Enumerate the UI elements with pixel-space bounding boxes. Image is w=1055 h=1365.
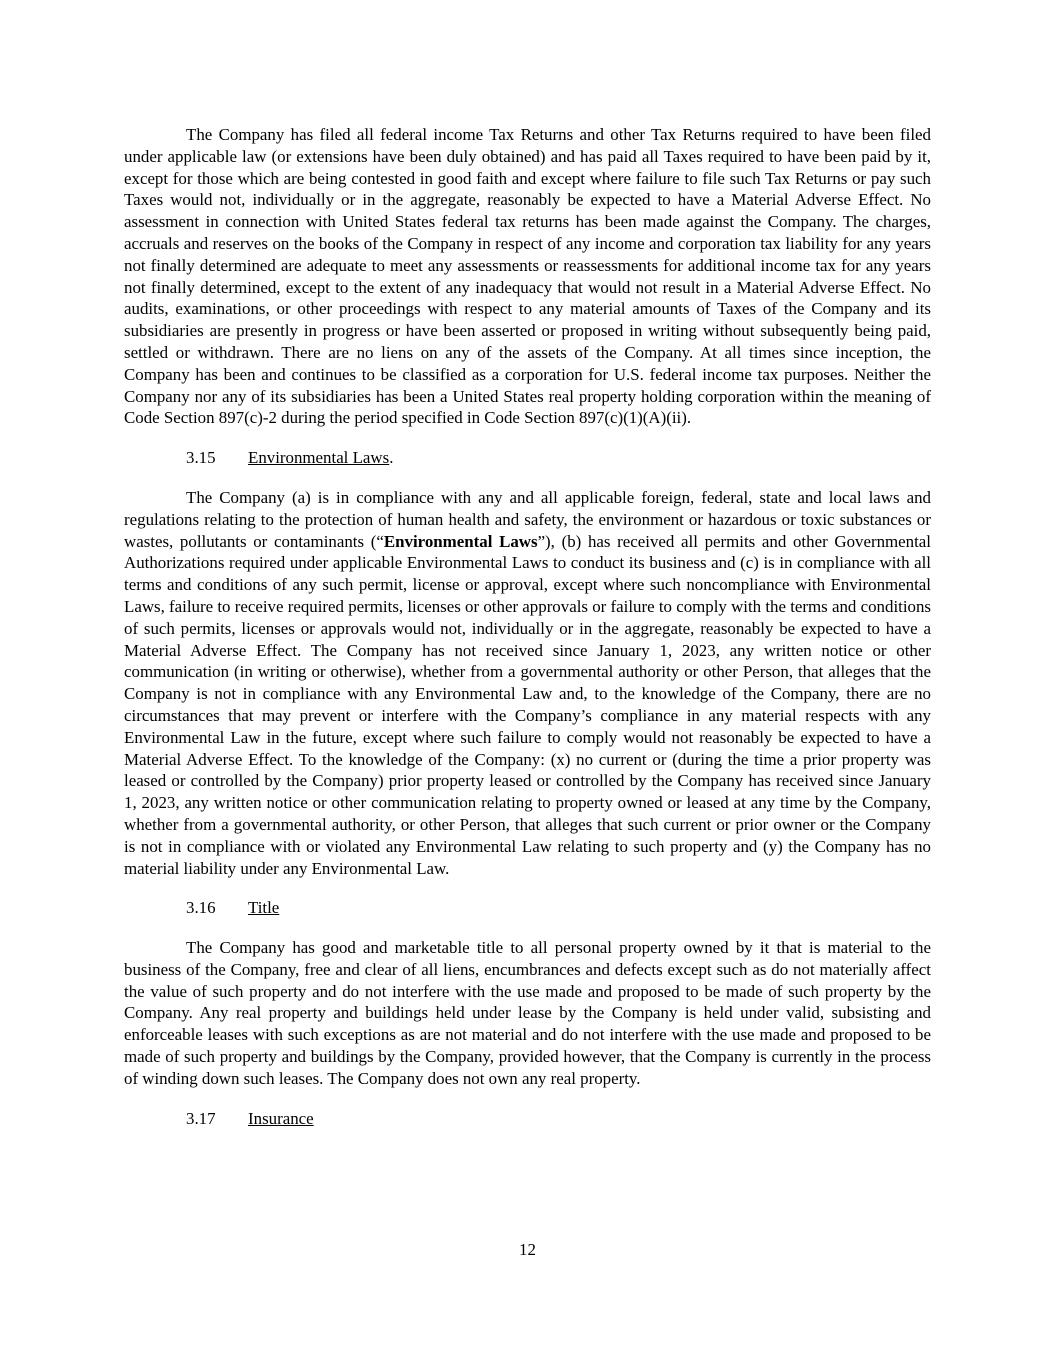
section-number: 3.16	[186, 898, 216, 918]
section-3-17-heading	[124, 1108, 931, 1130]
section-title-suffix: .	[389, 448, 394, 468]
title-paragraph: The Company has good and marketable title to all personal property owned by it that is material to the business of the Company, free and clear of all liens, encumbrances and defects except such as do not materially affect the value of such property and do not interfere with the use made and proposed to be made of such property by the Company. Any real property and buildings held under lease by the Company is held under valid, subsisting and enforceable leases with such exceptions as are not material and do not interfere with the use made and proposed to be made of such property and buildings by the Company, provided however, that the Company is currently in the process of winding down such leases. The Company does not own any real property.	[124, 938, 931, 1088]
section-title: Insurance	[248, 1108, 314, 1128]
environmental-laws-paragraph	[124, 487, 931, 879]
tax-returns-paragraph: The Company has filed all federal income Tax Returns and other Tax Returns required to have been filed under applicable law (or extensions have been duly obtained) and has paid all Taxes required to have been paid by it, except for those which are being contested in good faith and except where failure to file such Tax Returns or pay such Taxes would not, individually or in the aggregate, reasonably be expected to have a Material Adverse Effect. No assessment in connection with United States federal tax returns has been made against the Company. The charges, accruals and reserves on the books of the Company in respect of any income and corporation tax liability for any years not finally determined are adequate to meet any assessments or reassessments for additional income tax for any years not finally determined, except to the extent of any inadequacy that would not result in a Material Adverse Effect. No audits, examinations, or other proceedings with respect to any material amounts of Taxes of the Company and its subsidiaries are presently in progress or have been asserted or proposed in writing without subsequently being paid, settled or withdrawn. There are no liens on any of the assets of the Company. At all times since inception, the Company has been and continues to be classified as a corporation for U.S. federal income tax purposes. Neither the Company nor any of its subsidiaries has been a United States real property holding corporation within the meaning of Code Section 897(c)-2 during the period specified in Code Section 897(c)(1)(A)(ii).	[124, 125, 931, 428]
section-title: Title	[248, 898, 280, 918]
paragraph-text: The Company (a) is in compliance with any and all applicable foreign, federal, state and local laws and regulations relating to the protection of human health and safety, the environment or hazardous or toxic substances or wastes, pollutants or contaminants (“	[124, 487, 931, 551]
defined-term: Environmental Laws	[383, 531, 538, 551]
page-number: 12	[519, 1240, 536, 1259]
section-number: 3.15	[186, 448, 216, 468]
document-page	[124, 124, 931, 1147]
section-3-15-heading	[124, 447, 931, 469]
section-3-16-heading	[124, 897, 931, 919]
paragraph-text: ”), (b) has received all permits and other Governmental Authorizations required under applicable Environmental Laws to conduct its business and (c) is in compliance with all terms and conditions of any such permit, license or approval, except where such noncompliance with Environmental Laws, failure to receive required permits, licenses or other approvals or failure to comply with the terms and conditions of such permits, licenses or approvals would not, individually or in the aggregate, reasonably be expected to have a Material Adverse Effect. The Company has not received since January 1, 2023, any written notice or other communication (in writing or otherwise), whether from a governmental authority or other Person, that alleges that the Company is not in compliance with any Environmental Law and, to the knowledge of the Company, there are no circumstances that may prevent or interfere with the Company’s compliance in any material respects with any Environmental Law in the future, except where such failure to comply would not reasonably be expected to have a Material Adverse Effect. To the knowledge of the Company: (x) no current or (during the time a prior property was leased or controlled by the Company) prior property leased or controlled by the Company has received since January 1, 2023, any written notice or other communication relating to property owned or leased at any time by the Company, whether from a governmental authority, or other Person, that alleges that such current or prior owner or the Company is not in compliance with or violated any Environmental Law relating to such property and (y) the Company has no material liability under any Environmental Law.	[124, 531, 931, 878]
section-title: Environmental Laws	[248, 448, 390, 468]
section-number: 3.17	[186, 1108, 216, 1128]
